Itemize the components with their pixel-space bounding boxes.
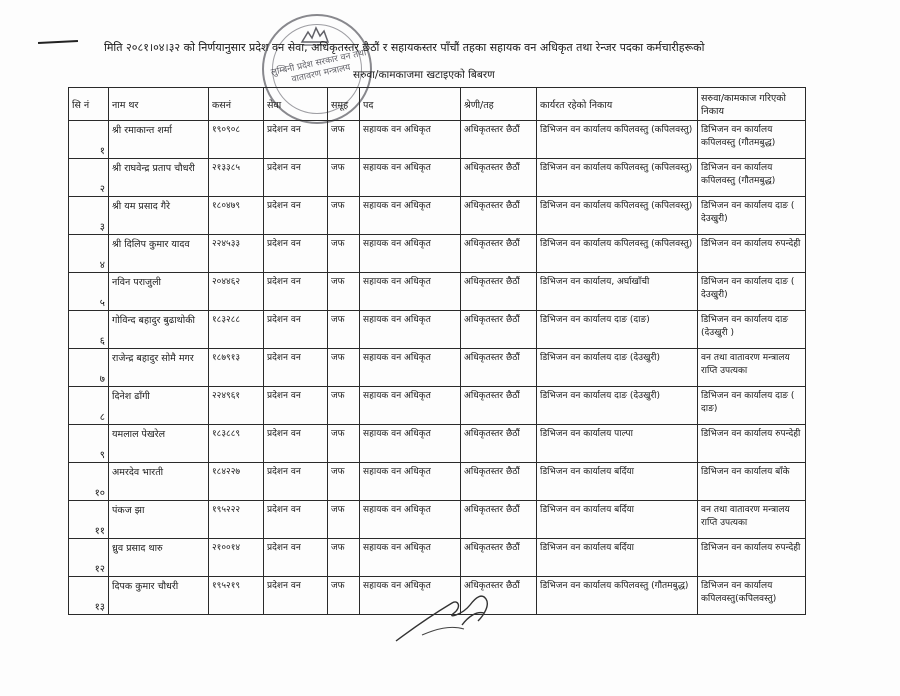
cell-post: सहायक वन अधिकृत: [360, 121, 461, 159]
cell-transfer-office: डिभिजन वन कार्यालय रुपन्देही: [698, 539, 806, 577]
cell-code: १८३२८८: [209, 311, 264, 349]
cell-group: जफ: [328, 311, 360, 349]
table-row: [69, 425, 806, 463]
cell-code: १८७९१३: [209, 349, 264, 387]
cell-code: १८३८८९: [209, 425, 264, 463]
cell-code: १९५२२२: [209, 501, 264, 539]
header-group: समूह: [328, 88, 360, 121]
cell-group: जफ: [328, 539, 360, 577]
cell-transfer-office: डिभिजन वन कार्यालय दाङ ( दाङ): [698, 387, 806, 425]
cell-sn: १२: [69, 539, 109, 577]
cell-post: सहायक वन अधिकृत: [360, 349, 461, 387]
cell-group: जफ: [328, 463, 360, 501]
cell-level: अधिकृतस्तर छैठौं: [461, 273, 537, 311]
cell-service: प्रदेशन वन: [264, 197, 328, 235]
cell-service: प्रदेशन वन: [264, 159, 328, 197]
cell-sn: ७: [69, 349, 109, 387]
cell-group: जफ: [328, 159, 360, 197]
cell-service: प्रदेशन वन: [264, 501, 328, 539]
cell-transfer-office: डिभिजन वन कार्यालय रुपन्देही: [698, 235, 806, 273]
cell-service: प्रदेशन वन: [264, 577, 328, 615]
cell-name: श्री दिलिप कुमार यादव: [109, 235, 209, 273]
cell-current-office: डिभिजन वन कार्यालय दाङ (दाङ): [537, 311, 698, 349]
cell-post: सहायक वन अधिकृत: [360, 577, 461, 615]
cell-code: १८४२२७: [209, 463, 264, 501]
transfer-records-table: [68, 87, 806, 615]
cell-group: जफ: [328, 577, 360, 615]
cell-name: श्री रमाकान्त शर्मा: [109, 121, 209, 159]
cell-level: अधिकृतस्तर छैठौं: [461, 425, 537, 463]
cell-current-office: डिभिजन वन कार्यालय, अर्घाखाँची: [537, 273, 698, 311]
cell-group: जफ: [328, 349, 360, 387]
table-row: [69, 463, 806, 501]
cell-sn: ९: [69, 425, 109, 463]
table-row: [69, 235, 806, 273]
header-service: सेवा: [264, 88, 328, 121]
header-code: कसनं: [209, 88, 264, 121]
cell-code: १८०४७९: [209, 197, 264, 235]
cell-transfer-office: डिभिजन वन कार्यालय रुपन्देही: [698, 425, 806, 463]
cell-transfer-office: डिभिजन वन कार्यालय कपिलवस्तु(कपिलवस्तु): [698, 577, 806, 615]
cell-service: प्रदेशन वन: [264, 121, 328, 159]
cell-service: प्रदेशन वन: [264, 425, 328, 463]
table-row: [69, 387, 806, 425]
cell-post: सहायक वन अधिकृत: [360, 235, 461, 273]
cell-current-office: डिभिजन वन कार्यालय कपिलवस्तु (कपिलवस्तु): [537, 235, 698, 273]
header-post: पद: [360, 88, 461, 121]
cell-level: अधिकृतस्तर छैठौं: [461, 197, 537, 235]
cell-code: २२४५३३: [209, 235, 264, 273]
cell-current-office: डिभिजन वन कार्यालय बर्दिया: [537, 501, 698, 539]
cell-name: राजेन्द्र बहादुर सोमै मगर: [109, 349, 209, 387]
cell-service: प्रदेशन वन: [264, 235, 328, 273]
cell-group: जफ: [328, 197, 360, 235]
cell-transfer-office: डिभिजन वन कार्यालय दाङ ( देउखुरी): [698, 273, 806, 311]
header-level: श्रेणी/तह: [461, 88, 537, 121]
cell-post: सहायक वन अधिकृत: [360, 463, 461, 501]
cell-name: नविन पराजुली: [109, 273, 209, 311]
cell-level: अधिकृतस्तर छैठौं: [461, 121, 537, 159]
cell-group: जफ: [328, 235, 360, 273]
cell-transfer-office: वन तथा वातावरण मन्त्रालय राप्ति उपत्यका: [698, 501, 806, 539]
cell-level: अधिकृतस्तर छैठौं: [461, 349, 537, 387]
cell-level: अधिकृतस्तर छैठौं: [461, 311, 537, 349]
header-sn: सि नं: [69, 88, 109, 121]
cell-level: अधिकृतस्तर छैठौं: [461, 159, 537, 197]
cell-transfer-office: डिभिजन वन कार्यालय बाँके: [698, 463, 806, 501]
cell-code: १९५२१९: [209, 577, 264, 615]
cell-code: २०४४६२: [209, 273, 264, 311]
cell-sn: ३: [69, 197, 109, 235]
cell-name: गोविन्द बहादुर बुढाथोकी: [109, 311, 209, 349]
cell-service: प्रदेशन वन: [264, 273, 328, 311]
cell-service: प्रदेशन वन: [264, 349, 328, 387]
cell-group: जफ: [328, 273, 360, 311]
cell-level: अधिकृतस्तर छैठौं: [461, 539, 537, 577]
stamp-text: लुम्बिनी प्रदेश सरकार वन तथा वातावरण मन्त्रालय: [270, 48, 368, 85]
table-header-row: [69, 88, 806, 121]
cell-current-office: डिभिजन वन कार्यालय दाङ (देउखुरी): [537, 349, 698, 387]
cell-name: श्री यम प्रसाद गैरे: [109, 197, 209, 235]
cell-sn: ११: [69, 501, 109, 539]
cell-service: प्रदेशन वन: [264, 463, 328, 501]
signature-mark: [392, 585, 502, 645]
cell-current-office: डिभिजन वन कार्यालय कपिलवस्तु (गौतमबुद्ध): [537, 577, 698, 615]
cell-name: अमरदेव भारती: [109, 463, 209, 501]
cell-transfer-office: डिभिजन वन कार्यालय कपिलवस्तु (गौतमबुद्ध): [698, 121, 806, 159]
cell-group: जफ: [328, 387, 360, 425]
table-row: [69, 197, 806, 235]
cell-post: सहायक वन अधिकृत: [360, 501, 461, 539]
cell-service: प्रदेशन वन: [264, 539, 328, 577]
cell-name: दिनेश ढाँगी: [109, 387, 209, 425]
header-current-office: कार्यरत रहेको निकाय: [537, 88, 698, 121]
cell-level: अधिकृतस्तर छैठौं: [461, 387, 537, 425]
cell-level: अधिकृतस्तर छैठौं: [461, 463, 537, 501]
cell-post: सहायक वन अधिकृत: [360, 273, 461, 311]
cell-current-office: डिभिजन वन कार्यालय बर्दिया: [537, 463, 698, 501]
cell-current-office: डिभिजन वन कार्यालय बर्दिया: [537, 539, 698, 577]
cell-group: जफ: [328, 121, 360, 159]
cell-transfer-office: डिभिजन वन कार्यालय दाङ (देउखुरी ): [698, 311, 806, 349]
cell-post: सहायक वन अधिकृत: [360, 311, 461, 349]
header-name: नाम थर: [109, 88, 209, 121]
cell-level: अधिकृतस्तर छैठौं: [461, 501, 537, 539]
cell-name: श्री राघवेन्द्र प्रताप चौधरी: [109, 159, 209, 197]
table-row: [69, 159, 806, 197]
cell-current-office: डिभिजन वन कार्यालय कपिलवस्तु (कपिलवस्तु): [537, 197, 698, 235]
document-heading: मिति २०८१।०४।३२ को निर्णयानुसार प्रदेश वन सेवा, अधिकृतस्तर छैठौं र सहायकस्तर पाँचौं तहका सहायक वन अधिकृत तथा रेन्जर पदका कर्मचारीहरूको: [104, 41, 705, 54]
cell-sn: ४: [69, 235, 109, 273]
cell-current-office: डिभिजन वन कार्यालय दाङ (देउखुरी): [537, 387, 698, 425]
cell-current-office: डिभिजन वन कार्यालय कपिलवस्तु (कपिलवस्तु): [537, 121, 698, 159]
cell-name: यमलाल पेखरेल: [109, 425, 209, 463]
cell-post: सहायक वन अधिकृत: [360, 387, 461, 425]
cell-group: जफ: [328, 501, 360, 539]
cell-transfer-office: डिभिजन वन कार्यालय दाङ ( देउखुरी): [698, 197, 806, 235]
header-transfer-office: सरुवा/कामकाज गरिएको निकाय: [698, 88, 806, 121]
cell-code: २१३३८५: [209, 159, 264, 197]
cell-current-office: डिभिजन वन कार्यालय पाल्पा: [537, 425, 698, 463]
cell-code: २२४९६१: [209, 387, 264, 425]
table-row: [69, 311, 806, 349]
cell-level: अधिकृतस्तर छैठौं: [461, 577, 537, 615]
cell-service: प्रदेशन वन: [264, 387, 328, 425]
table-row: [69, 121, 806, 159]
cell-post: सहायक वन अधिकृत: [360, 425, 461, 463]
cell-transfer-office: डिभिजन वन कार्यालय कपिलवस्तु (गौतमबुद्ध): [698, 159, 806, 197]
cell-sn: १३: [69, 577, 109, 615]
margin-dash-mark: [38, 40, 78, 44]
cell-group: जफ: [328, 425, 360, 463]
table-row: [69, 501, 806, 539]
cell-sn: ८: [69, 387, 109, 425]
document-subheading: सरुवा/कामकाजमा खटाइएको बिबरण: [353, 69, 495, 81]
cell-current-office: डिभिजन वन कार्यालय कपिलवस्तु (कपिलवस्तु): [537, 159, 698, 197]
cell-level: अधिकृतस्तर छैठौं: [461, 235, 537, 273]
table-row: [69, 349, 806, 387]
cell-sn: १: [69, 121, 109, 159]
cell-post: सहायक वन अधिकृत: [360, 197, 461, 235]
cell-post: सहायक वन अधिकृत: [360, 159, 461, 197]
cell-name: ध्रुव प्रसाद थारु: [109, 539, 209, 577]
table-row: [69, 539, 806, 577]
cell-code: १९०९०८: [209, 121, 264, 159]
cell-transfer-office: वन तथा वातावरण मन्त्रालय राप्ति उपत्यका: [698, 349, 806, 387]
table-body: [69, 121, 806, 615]
cell-service: प्रदेशन वन: [264, 311, 328, 349]
cell-name: पंकज झा: [109, 501, 209, 539]
cell-sn: २: [69, 159, 109, 197]
table-row: [69, 273, 806, 311]
cell-sn: ५: [69, 273, 109, 311]
cell-post: सहायक वन अधिकृत: [360, 539, 461, 577]
cell-code: २१००१४: [209, 539, 264, 577]
cell-sn: १०: [69, 463, 109, 501]
cell-sn: ६: [69, 311, 109, 349]
cell-name: दिपक कुमार चौधरी: [109, 577, 209, 615]
